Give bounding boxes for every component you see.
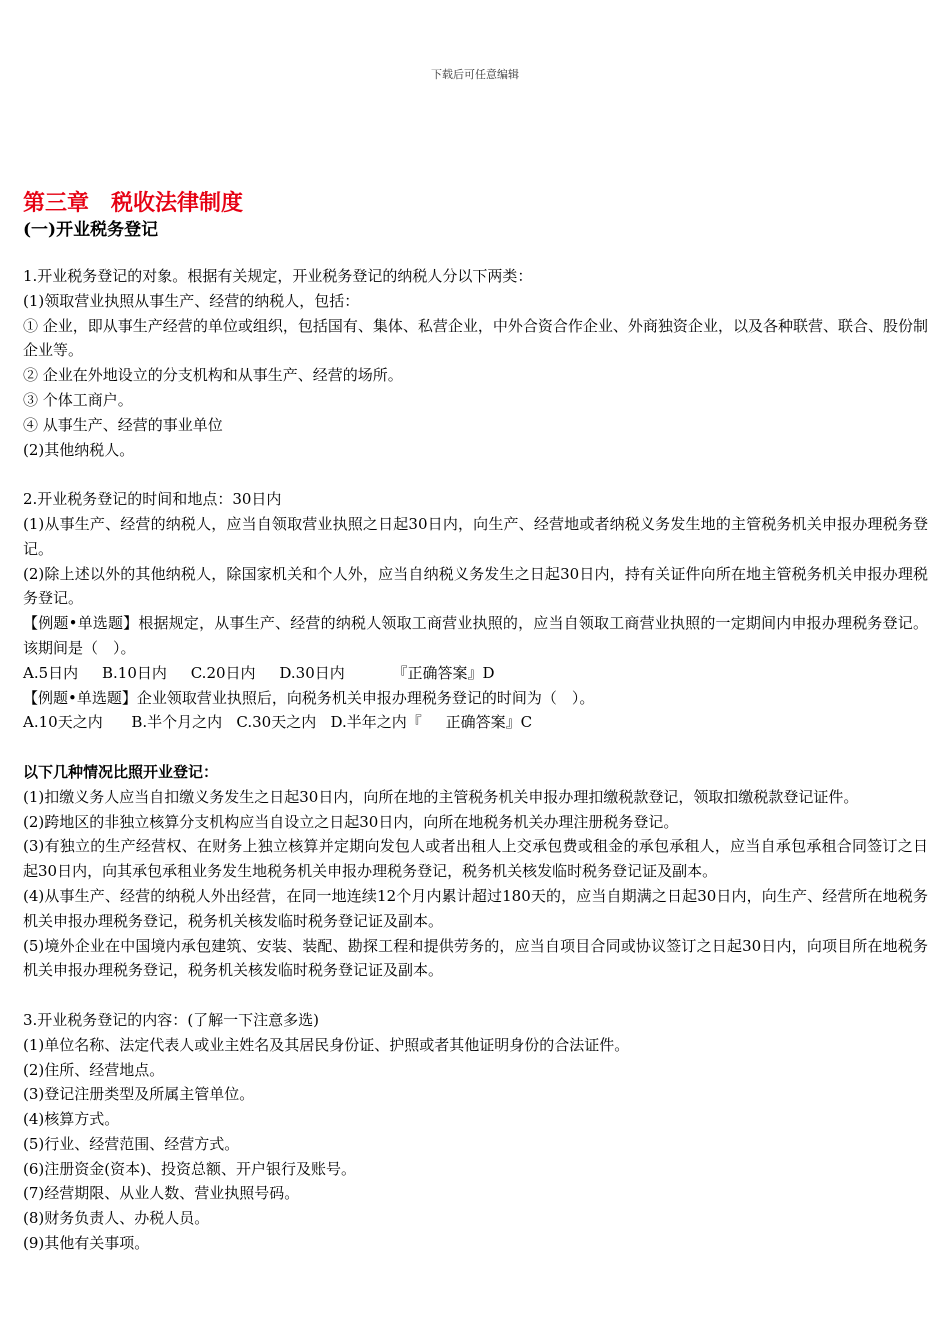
part4-list-item: (1)单位名称、法定代表人或业主姓名及其居民身份证、护照或者其他证明身份的合法证件。 [23, 1035, 630, 1054]
example-question-2: 【例题•单选题】企业领取营业执照后，向税务机关申报办理税务登记的时间为（ ）。 [23, 688, 595, 707]
section-title: (一)开业税务登记 [23, 220, 159, 240]
option: C.20日内 [190, 663, 256, 682]
document-body [23, 188, 928, 1256]
part1-sub-item: ④ 从事生产、经营的事业单位 [23, 415, 223, 434]
option: C.30天之内 [236, 713, 317, 732]
part4-list-item: (8)财务负责人、办税人员。 [23, 1209, 210, 1228]
part3-paragraph: (4)从事生产、经营的纳税人外出经营，在同一地连续12个月内累计超过180天的，应当自期满之日起30日内，向生产、经营所在地税务机关申报办理税务登记，税务机关核发临时税务登记证及副本。 [23, 886, 928, 930]
example-question-1: 【例题•单选题】根据规定，从事生产、经营的纳税人领取工商营业执照的，应当自领取工商营业执照的一定期间内申报办理税务登记。该期间是（ ）。 [23, 614, 928, 657]
part1-list-item: (2)其他纳税人。 [23, 440, 135, 459]
part1-sub-item: ② 企业在外地设立的分支机构和从事生产、经营的场所。 [23, 366, 403, 385]
part3-heading: 以下几种情况比照开业登记： [23, 762, 219, 781]
correct-answer: 『正确答案』D [392, 663, 495, 682]
part4-list-item: (4)核算方式。 [23, 1110, 120, 1129]
example-options-2 [23, 710, 928, 735]
part3-paragraph: (3)有独立的生产经营权、在财务上独立核算并定期向发包人或者出租人上交承包费或租金的承包承租人，应当自承包承租合同签订之日起30日内，向其承包承租业务发生地税务机关申报办理税务登记，税务机关核发临时税务登记证及副本。 [23, 837, 928, 881]
example-options-1 [23, 661, 928, 686]
part3-paragraph: (5)境外企业在中国境内承包建筑、安装、装配、勘探工程和提供劳务的，应当自项目合同或协议签订之日起30日内，向项目所在地税务机关申报办理税务登记，税务机关核发临时税务登记证及副本。 [23, 936, 928, 980]
part4-list-item: (7)经营期限、从业人数、营业执照号码。 [23, 1184, 300, 1203]
part1-intro: 1.开业税务登记的对象。根据有关规定，开业税务登记的纳税人分以下两类： [23, 267, 533, 285]
part2-intro: 2.开业税务登记的时间和地点：30日内 [23, 490, 282, 509]
correct-answer: 正确答案』C [445, 713, 533, 732]
option: A.5日内 [23, 663, 79, 682]
part4-intro: 3.开业税务登记的内容：(了解一下注意多选) [23, 1010, 320, 1029]
part4-list-item: (2)住所、经营地点。 [23, 1060, 165, 1079]
part1-list-item: (1)领取营业执照从事生产、经营的纳税人，包括： [23, 291, 360, 310]
part2-paragraph: (2)除上述以外的其他纳税人，除国家机关和个人外，应当自纳税义务发生之日起30日内，持有关证件向所在地主管税务机关申报办理税务登记。 [23, 564, 928, 608]
part1-sub-item: ① 企业，即从事生产经营的单位或组织，包括国有、集体、私营企业，中外合资合作企业、外商独资企业，以及各种联营、联合、股份制企业等。 [23, 316, 928, 360]
part1-sub-item: ③ 个体工商户。 [23, 390, 133, 409]
part4-list-item: (6)注册资金(资本)、投资总额、开户银行及账号。 [23, 1159, 356, 1178]
part3-paragraph: (2)跨地区的非独立核算分支机构应当自设立之日起30日内，向所在地税务机关办理注册税务登记。 [23, 812, 679, 831]
option: D.30日内 [279, 663, 345, 682]
part4-list-item: (5)行业、经营范围、经营方式。 [23, 1134, 240, 1153]
header-note: 下载后可任意编辑 [431, 68, 519, 81]
option: B.半个月之内 [131, 713, 223, 732]
chapter-title: 第三章 税收法律制度 [23, 190, 244, 216]
option: B.10日内 [102, 663, 167, 682]
part2-paragraph: (1)从事生产、经营的纳税人，应当自领取营业执照之日起30日内，向生产、经营地或者纳税义务发生地的主管税务机关申报办理税务登记。 [23, 514, 928, 558]
part4-list-item: (9)其他有关事项。 [23, 1234, 150, 1253]
part4-list-item: (3)登记注册类型及所属主管单位。 [23, 1085, 255, 1104]
part3-paragraph: (1)扣缴义务人应当自扣缴义务发生之日起30日内，向所在地的主管税务机关申报办理扣缴税款登记，领取扣缴税款登记证件。 [23, 787, 859, 806]
option: A.10天之内 [23, 713, 103, 732]
option: D.半年之内『 [330, 713, 422, 732]
